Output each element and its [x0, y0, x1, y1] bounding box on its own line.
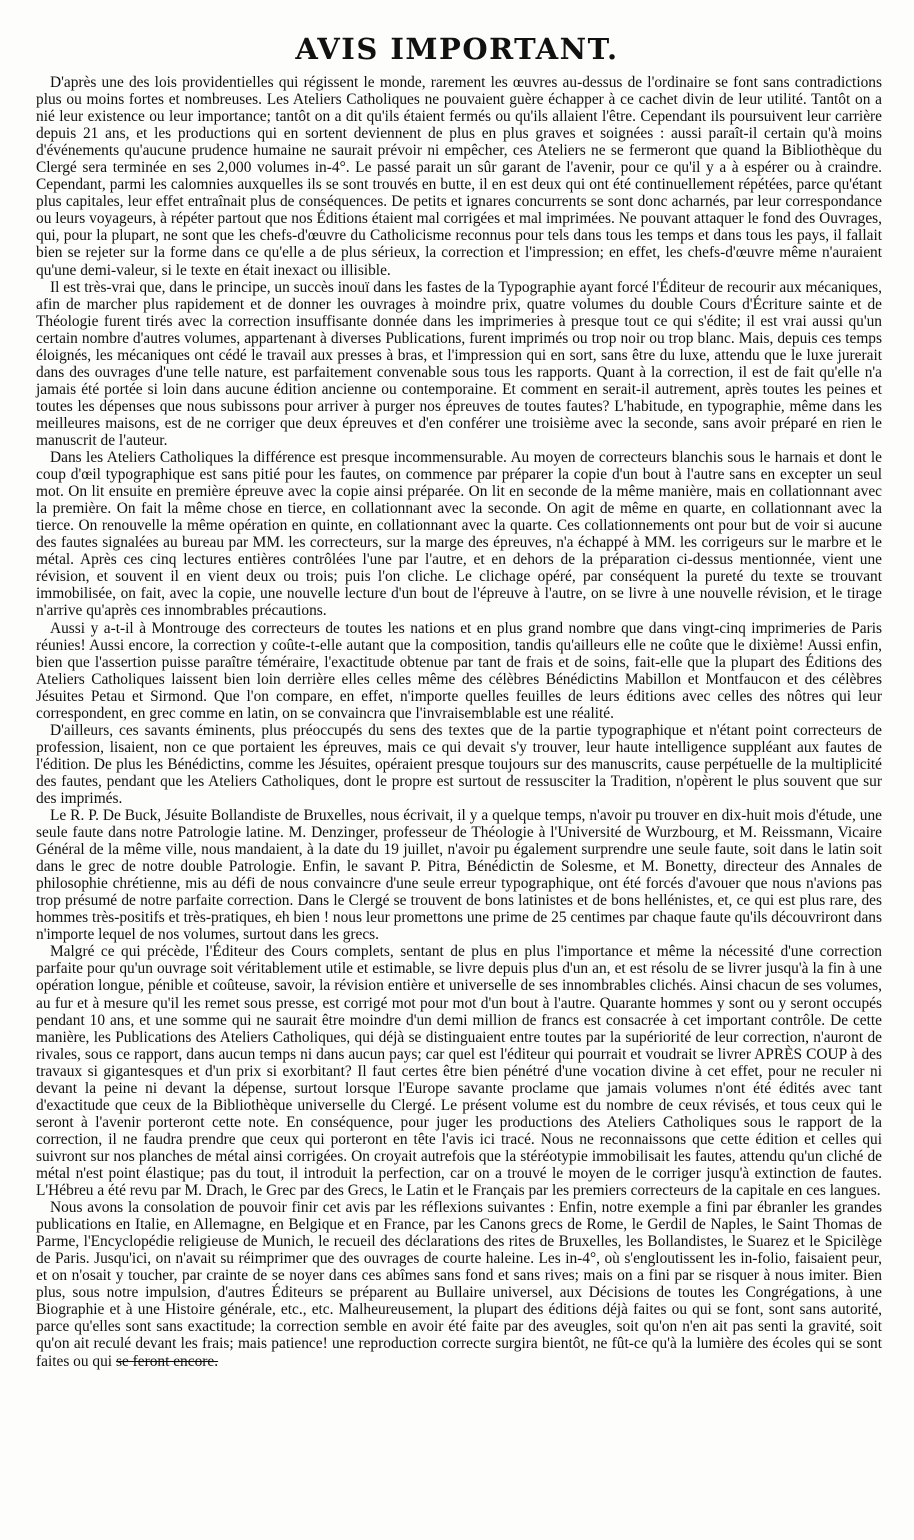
- notice-body: [36, 74, 882, 1370]
- page-title: AVIS IMPORTANT.: [295, 32, 619, 66]
- paragraph-5: D'ailleurs, ces savants éminents, plus préoccupés du sens des textes que de la partie typographique et n'étant point correcteurs de profession, lisaient, non ce que portaient les épreuves, mais ce qui devait s'y trouver, leur haute intelligence suppléant aux fautes de l'édition. De plus les Bénédictins, comme les Jésuites, opéraient presque toujours sur des manuscrits, cause perpétuelle de la multiplicité des fautes, pendant que les Ateliers Catholiques, dont le propre est surtout de ressusciter la Tradition, n'opèrent le plus souvent que sur des imprimés.: [36, 721, 882, 807]
- paragraph-2: Il est très-vrai que, dans le principe, un succès inouï dans les fastes de la Typographie ayant forcé l'Éditeur de recourir aux mécaniques, afin de marcher plus rapidement et de donner les ouvrages à moindre prix, quatre volumes du double Cours d'Écriture sainte et de Théologie furent tirés avec la correction insuffisante donnée dans les imprimeries à presque tout ce qui s'édite; il est vrai aussi qu'un certain nombre d'autres volumes, appartenant à diverses Publications, furent imprimés ou trop noir ou trop blanc. Mais, depuis ces temps éloignés, les mécaniques ont cédé le travail aux presses à bras, et l'impression qui en sort, sans être du luxe, attendu que le luxe jurerait dans des ouvrages d'une telle nature, est parfaitement convenable sous tous les rapports. Quant à la correction, il est de fait qu'elle n'a jamais été portée si loin dans aucune édition ancienne ou contemporaine. Et comment en serait-il autrement, après toutes les peines et toutes les dépenses que nous subissons pour arriver à purger nos épreuves de toutes fautes? L'habitude, en typographie, même dans les meilleures maisons, est de ne corriger que deux épreuves et d'en conférer une troisième avec la seconde, sans avoir préparé en rien le manuscrit de l'auteur.: [36, 278, 882, 449]
- paragraph-7: Malgré ce qui précède, l'Éditeur des Cours complets, sentant de plus en plus l'importance et même la nécessité d'une correction parfaite pour qu'un ouvrage soit véritablement utile et estimable, se livre depuis plus d'un an, et est résolu de se livrer jusqu'à la fin à une opération longue, pénible et coûteuse, savoir, la révision entière et universelle de ses innombrables clichés. Ainsi chacun de ses volumes, au fur et à mesure qu'il les remet sous presse, est corrigé mot pour mot d'un bout à l'autre. Quarante hommes y sont ou y seront occupés pendant 10 ans, et une somme qui ne saurait être moindre d'un demi million de francs est consacrée à cet important contrôle. De cette manière, les Publications des Ateliers Catholiques, qui déjà se distinguaient entre toutes par la supériorité de leur correction, n'auront de rivales, sous ce rapport, dans aucun temps ni dans aucun pays; car quel est l'éditeur qui pourrait et voudrait se livrer APRÈS COUP à des travaux si gigantesques et d'un prix si exorbitant? Il faut certes être bien pénétré d'une vocation divine à cet effet, pour ne reculer ni devant la peine ni devant la dépense, surtout lorsque l'Europe savante proclame que jamais volumes n'ont été édités avec tant d'exactitude que ceux de la Bibliothèque universelle du Clergé. Le présent volume est du nombre de ceux révisés, et tous ceux qui le seront à l'avenir porteront cette note. En conséquence, pour juger les productions des Ateliers Catholiques sous le rapport de la correction, il ne faudra prendre que ceux qui porteront en tête l'avis ici tracé. Nous ne reconnaissons que cette édition et celles qui suivront sur nos planches de métal ainsi corrigées. On croyait autrefois que la stéréotypie immobilisait les fautes, attendu qu'un cliché de métal n'est point élastique; pas du tout, il introduit la perfection, car on a trouvé le moyen de le corriger jusqu'à extinction de fautes. L'Hébreu a été revu par M. Drach, le Grec par des Grecs, le Latin et le Français par les premiers correcteurs de la capitale en ces langues.: [36, 943, 882, 1200]
- paragraph-3: Dans les Ateliers Catholiques la différence est presque incommensurable. Au moyen de correcteurs blanchis sous le harnais et dont le coup d'œil typographique est sans pitié pour les fautes, on commence par préparer la copie d'un bout à l'autre sans en excepter un seul mot. On lit ensuite en première épreuve avec la copie ainsi préparée. On lit en seconde de la même manière, mais en collationnant avec la première. On fait la même chose en tierce, en collationnant avec la seconde. On agit de même en quarte, en collationnant avec la tierce. On renouvelle la même opération en quinte, en collationnant avec la quarte. Ces collationnements ont pour but de voir si aucune des fautes signalées au bureau par MM. les correcteurs, sur la marge des épreuves, n'a échappé à MM. les corrigeurs sur le marbre et le métal. Après ces cinq lectures entières contrôlées l'une par l'autre, et en dehors de la préparation ci-dessus mentionnée, vient une révision, et souvent il en vient deux ou trois; puis l'on cliche. Le clichage opéré, par conséquent la pureté du texte se trouvant immobilisée, on fait, avec la copie, une nouvelle lecture d'un bout de l'épreuve à l'autre, on se livre à une nouvelle révision, et le tirage n'arrive qu'après ces innombrables précautions.: [36, 449, 882, 620]
- paragraph-8: [36, 1199, 882, 1369]
- paragraph-8-text: Nous avons la consolation de pouvoir finir cet avis par les réflexions suivantes : Enfin, notre exemple a fini par ébranler les grandes publications en Italie, en Allemagne, en Belgique et en France, par les Canons grecs de Rome, le Gerdil de Naples, le Saint Thomas de Parme, l'Encyclopédie religieuse de Munich, le recueil des déclarations des rites de Bruxelles, les Bollandistes, le Suarez et le Spicilège de Paris. Jusqu'ici, on n'avait su réimprimer que des ouvrages de courte haleine. Les in-4°, où s'engloutissent les in-folio, faisaient peur, et on n'osait y toucher, par crainte de se noyer dans ces abîmes sans fond et sans rives; mais on a fini par se risquer à nous imiter. Bien plus, sous notre impulsion, d'autres Éditeurs se préparent au Bullaire universel, aux Décisions de toutes les Congrégations, à une Biographie et à une Histoire générale, etc., etc. Malheureusement, la plupart des éditions déjà faites ou qui se font, sont sans autorité, parce qu'elles sont sans exactitude; la correction semble en avoir été faite par des aveugles, soit qu'on n'en ait pas senti la gravité, soit qu'on ait reculé devant les frais; mais patience! une reproduction correcte surgira bientôt, ne fût-ce qu'à la lumière des écoles qui se sont faites ou qui: [36, 1199, 882, 1370]
- paragraph-4: Aussi y a-t-il à Montrouge des correcteurs de toutes les nations et en plus grand nombre que dans vingt-cinq imprimeries de Paris réunies! Aussi encore, la correction y coûte-t-elle autant que la composition, tandis qu'ailleurs elle ne coûte que le dixième! Aussi enfin, bien que l'assertion puisse paraître téméraire, l'exactitude obtenue par tant de frais et de soins, fait-elle que la plupart des Éditions des Ateliers Catholiques laissent bien loin derrière elles celles même des célèbres Bénédictins Mabillon et Montfaucon et des célèbres Jésuites Petau et Sirmond. Que l'on compare, en effet, n'importe quelles feuilles de leurs éditions avec celles des nôtres qui leur correspondent, en grec comme en latin, on se convaincra que l'invraisemblable est une réalité.: [36, 619, 882, 722]
- paragraph-6: Le R. P. De Buck, Jésuite Bollandiste de Bruxelles, nous écrivait, il y a quelque temps, n'avoir pu trouver en dix-huit mois d'étude, une seule faute dans notre Patrologie latine. M. Denzinger, professeur de Théologie à l'Université de Wurzbourg, et M. Reissmann, Vicaire Général de la même ville, nous mandaient, à la date du 19 juillet, n'avoir pu également surprendre une seule faute, soit dans le latin soit dans le grec de notre double Patrologie. Enfin, le savant P. Pitra, Bénédictin de Solesme, et M. Bonetty, directeur des Annales de philosophie chrétienne, mis au défi de nous convaincre d'une seule erreur typographique, ont été forcés d'avouer que nous n'avions pas trop présumé de notre parfaite correction. Dans le Clergé se trouvent de bons latinistes et de bons hellénistes, et, ce qui est plus rare, des hommes très-positifs et très-pratiques, eh bien ! nous leur promettons une prime de 25 centimes par chaque faute qu'ils découvriront dans n'importe lequel de nos volumes, surtout dans les grecs.: [36, 807, 882, 944]
- struck-ending: se feront encore.: [115, 1352, 219, 1370]
- paragraph-1: D'après une des lois providentielles qui régissent le monde, rarement les œuvres au-dessus de l'ordinaire se font sans contradictions plus ou moins fortes et nombreuses. Les Ateliers Catholiques ne pouvaient guère échapper à ce cachet divin de leur utilité. Tantôt on a nié leur existence ou leur importance; tantôt on a dit qu'ils étaient fermés ou qu'ils allaient l'être. Cependant ils poursuivent leur carrière depuis 21 ans, et les productions qui en sortent deviennent de plus en plus graves et soignées : aussi paraît-il certain qu'à moins d'événements qu'aucune prudence humaine ne saurait prévoir ni empêcher, ces Ateliers ne se fermeront que quand la Bibliothèque du Clergé sera terminée en ses 2,000 volumes in-4°. Le passé parait un sûr garant de l'avenir, pour ce qu'il y a à espérer ou à craindre. Cependant, parmi les calomnies auxquelles ils se sont trouvés en butte, il en est deux qui ont été continuellement répétées, parce qu'étant plus capitales, leur effet entraînait plus de conséquences. De petits et ignares concurrents se sont donc acharnés, par leur correspondance ou leurs voyageurs, à répéter partout que nos Éditions étaient mal corrigées et mal imprimées. Ne pouvant attaquer le fond des Ouvrages, qui, pour la plupart, ne sont que les chefs-d'œuvre du Catholicisme reconnus pour tels dans tous les temps et dans tous les pays, il fallait bien se rejeter sur la forme dans ce qu'elle a de plus sérieux, la correction et l'impression; en effet, les chefs-d'œuvre même n'auraient qu'une demi-valeur, si le texte en était inexact ou illisible.: [36, 74, 882, 279]
